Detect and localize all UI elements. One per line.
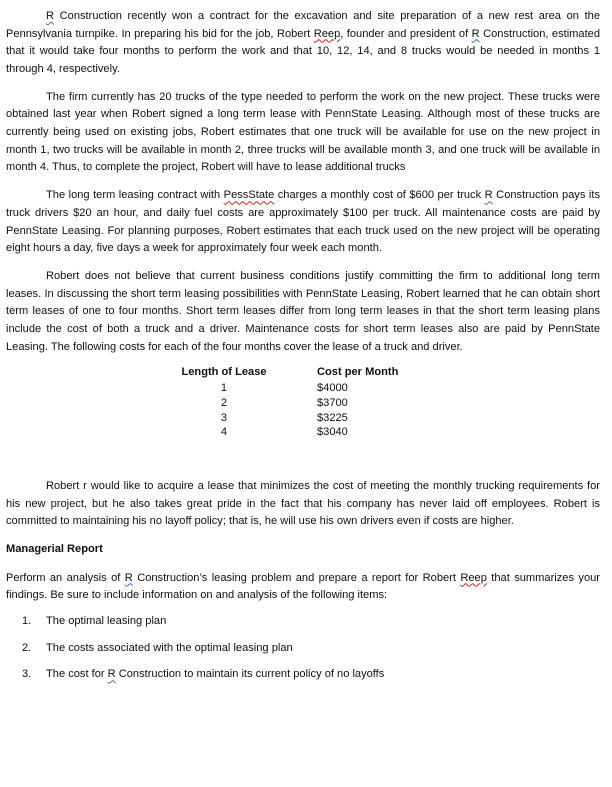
table-cell: $4000 [317, 382, 348, 395]
length-header: Length of Lease [181, 366, 267, 379]
table-cell: $3225 [317, 411, 348, 424]
text-run: The costs associated with the optimal leasing plan [46, 641, 293, 654]
text-run: Construction, estimated that it would take four months to perform the work and that 10, 12, 14, and 8 trucks would be needed in months 1 through 4, respectively. [6, 27, 600, 75]
list-number: 3. [22, 668, 32, 681]
text-run: The long term leasing contract with [46, 189, 224, 202]
table-cell: 3 [220, 411, 228, 424]
table-cell: $3700 [317, 396, 348, 409]
paragraph-short-term-lease: Robert does not believe that current business conditions justify committing the firm to additional long term leases. In discussing the short term leasing possibilities with PennState Leasing, Robert learned that he can obtain short term leases of one to four months. Short term leases differ from long term leases in that the short term leasing plans include the cost of both a truck and a driver. Maintenance costs for short term leases also are paid by PennState Leasing. The following costs for each of the four months cover the lease of a truck and driver. [6, 270, 600, 353]
table-cell: 2 [220, 396, 228, 409]
table-cell: 4 [220, 426, 228, 439]
table-cell: $3040 [317, 426, 348, 439]
text-run: charges a monthly cost of $600 per truck [274, 189, 485, 202]
list-item [6, 666, 600, 684]
lessor-name-misspelled: PessState [223, 189, 275, 202]
list-item [6, 640, 600, 658]
surname-reep: Reep [313, 27, 341, 40]
paragraph-long-term-lease [6, 187, 600, 257]
company-initial: R [107, 668, 116, 681]
company-initial: R [471, 27, 480, 40]
company-initial: R [124, 571, 133, 584]
cost-header: Cost per Month [317, 366, 399, 379]
text-run: The optimal leasing plan [46, 614, 167, 627]
text-run: Construction’s leasing problem and prepare a report for Robert [132, 571, 461, 584]
report-intro [6, 570, 600, 605]
managerial-report-heading: Managerial Report [6, 543, 103, 556]
list-number: 2. [22, 641, 32, 654]
paragraph-no-layoff: Robert r would like to acquire a lease that minimizes the cost of meeting the monthly trucking requirements for his new project, but he also takes great pride in the fact that his company has never laid off employees. Robert is committed to maintaining his no layoff policy; that is, he will use his own drivers even if costs are higher. [6, 480, 600, 528]
text-run: Construction recently won a contract for the excavation and site preparation of a new rest area on the Pennsylvania turnpike. In preparing his bid for the job, Robert [6, 10, 600, 40]
text-run: that summarizes your findings. Be sure to include information on and analysis of the following items: [6, 571, 600, 602]
company-initial: R [46, 10, 55, 22]
paragraph-current-trucks: The firm currently has 20 trucks of the type needed to perform the work on the new project. These trucks were obtained last year when Robert signed a long term lease with PennState Leasing. Although most of these trucks are currently being used on existing jobs, Robert estimates that one truck will be available for use on the new project in month 1, two trucks will be available in month 2, three trucks will be available month 3, and one truck will be available in month 4. Thus, to complete the project, Robert will have to lease additional trucks [6, 90, 600, 174]
paragraph-contract [6, 8, 600, 78]
cost-column [317, 364, 427, 440]
length-column [178, 364, 270, 440]
table-cell: 1 [220, 382, 228, 395]
text-run: Construction pays its truck drivers $20 an hour, and daily fuel costs are approximately $100 per truck. All maintenance costs are paid by PennState Leasing. For planning purposes, Robert estimates that each truck used on the new project will be operating eight hours a day, five days a week for approximately four week each month. [6, 189, 600, 255]
lease-cost-table [6, 364, 600, 444]
list-item [6, 613, 600, 631]
report-items-list [6, 613, 600, 684]
list-number: 1. [22, 614, 32, 627]
surname-reep: Reep [460, 571, 487, 584]
company-initial: R [484, 189, 493, 202]
text-run: Construction to maintain its current policy of no layoffs [115, 668, 385, 681]
text-run: Perform an analysis of [6, 571, 125, 584]
text-run: , founder and president of [340, 27, 472, 40]
text-run: The cost for [46, 668, 108, 681]
